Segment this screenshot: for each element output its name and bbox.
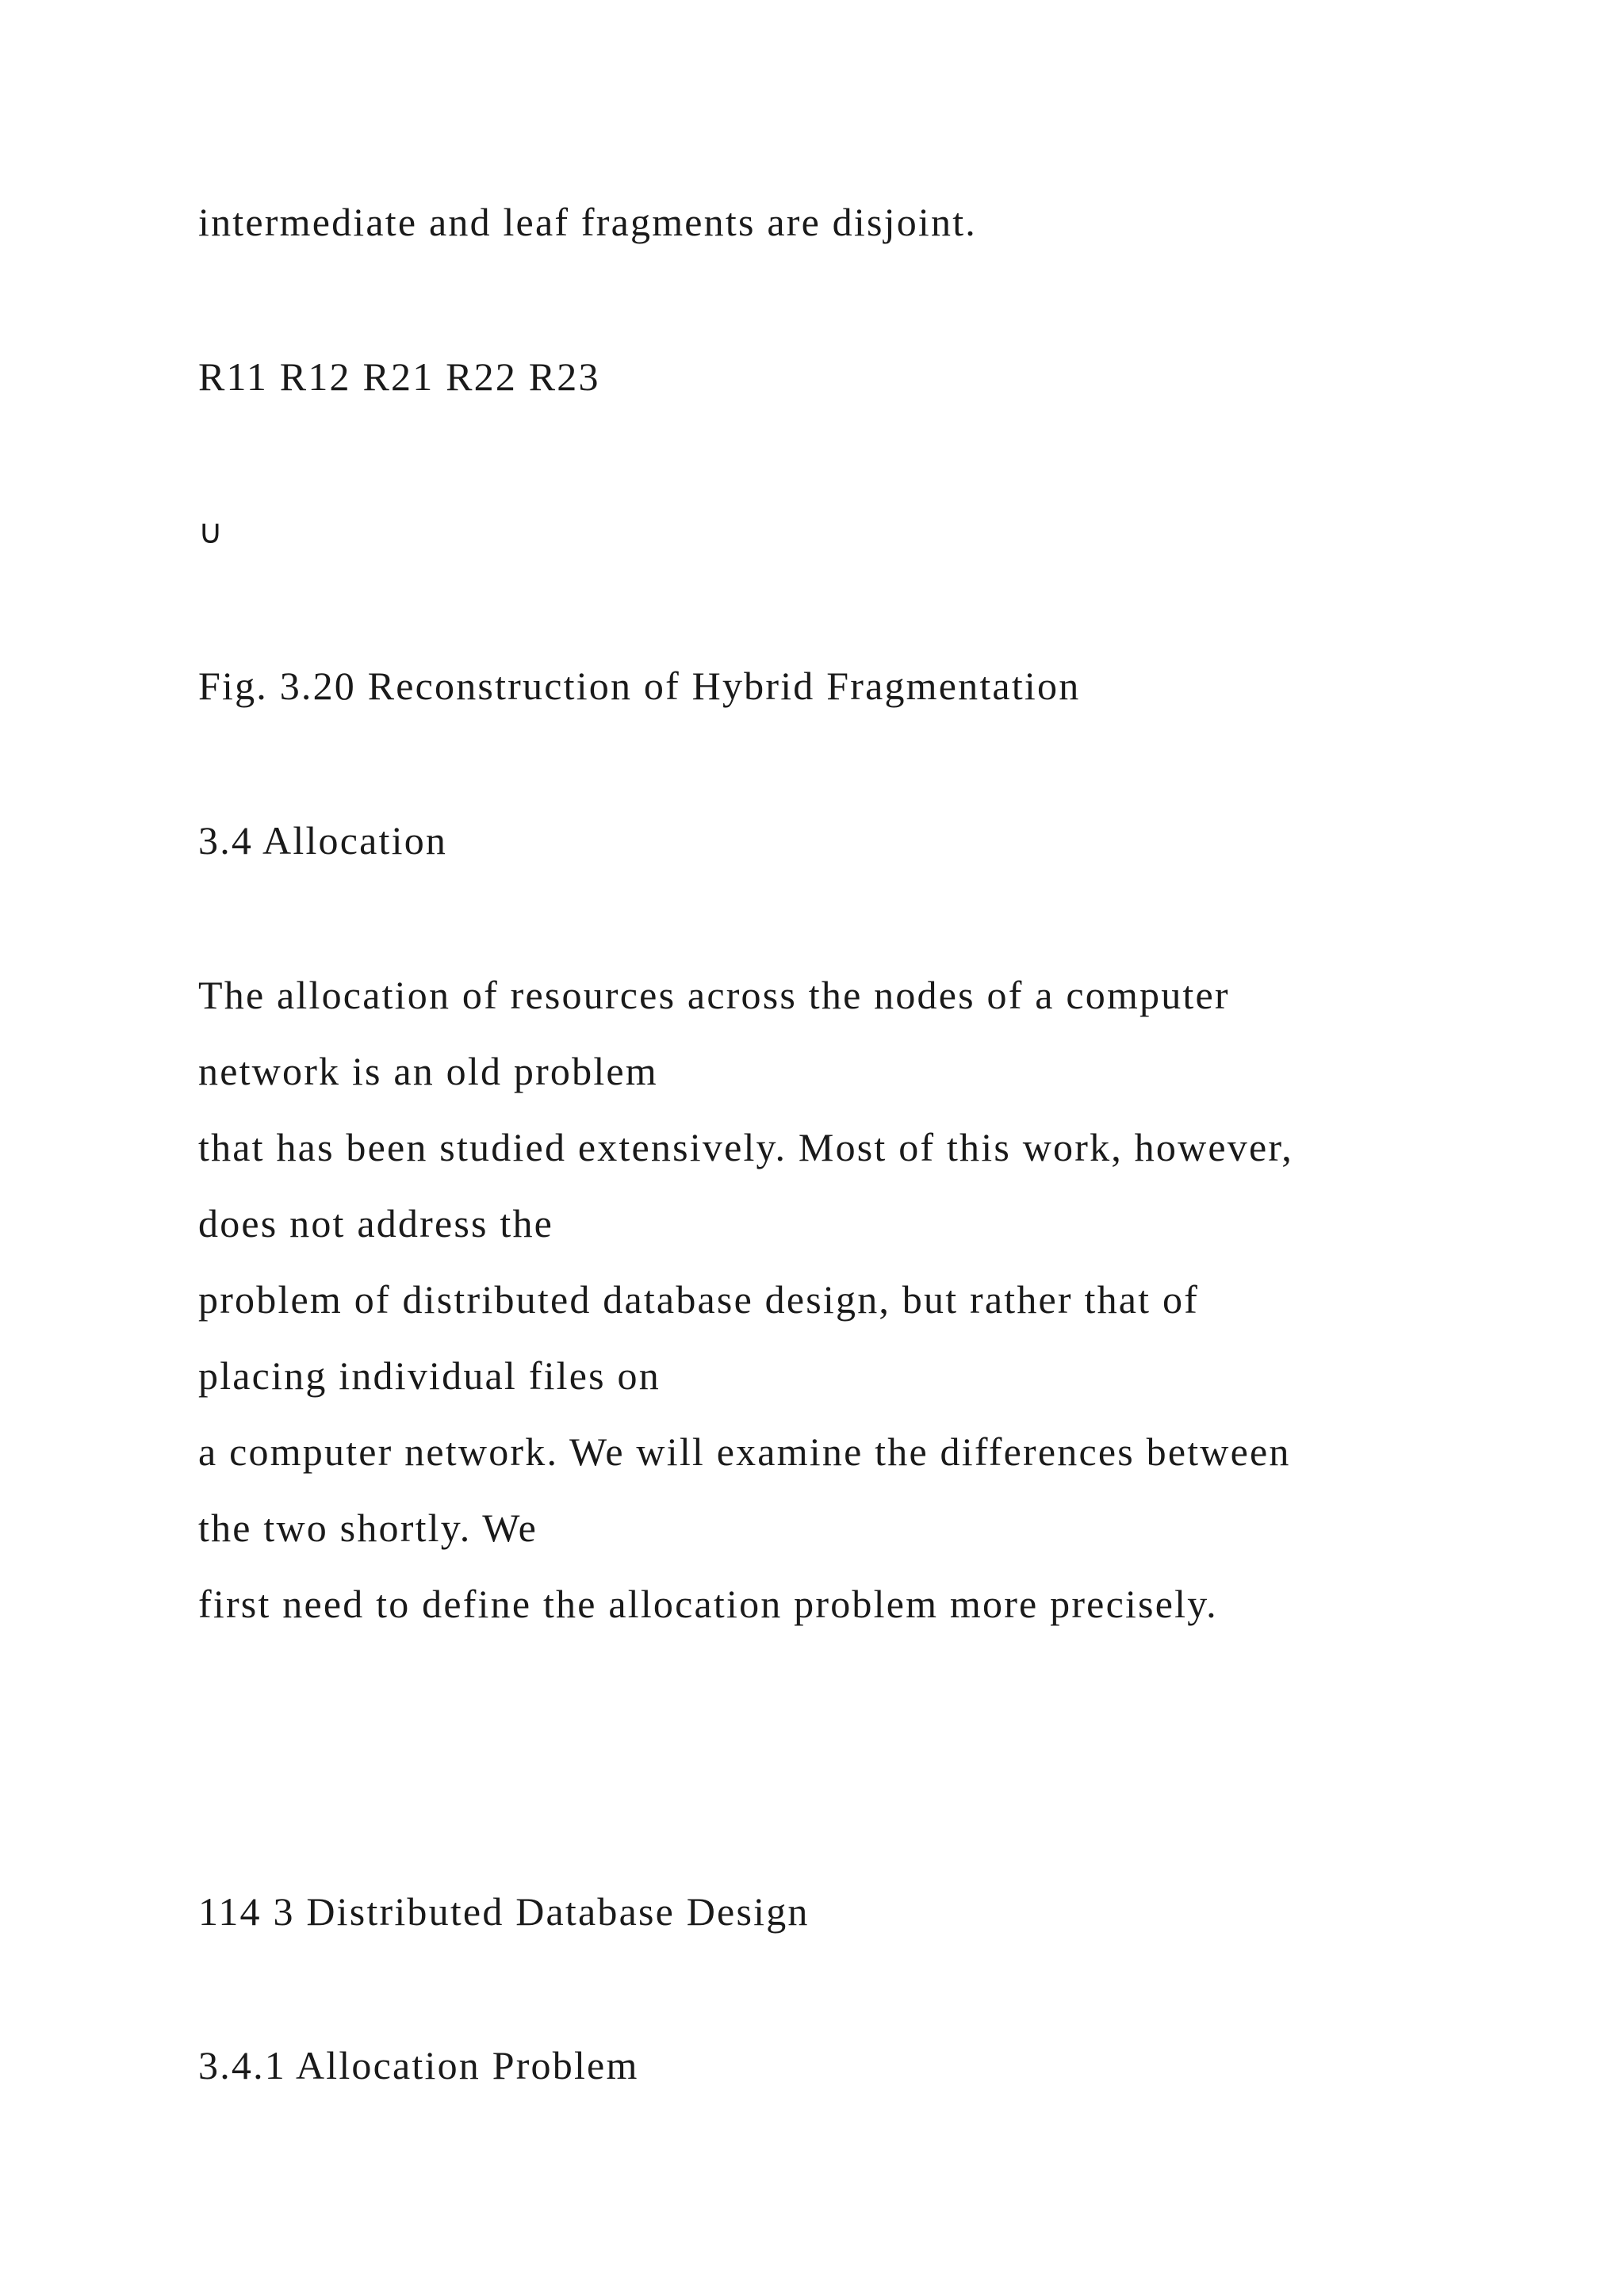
figure-fragment-labels: R11 R12 R21 R22 R23 xyxy=(198,354,600,399)
paragraph-line: The allocation of resources across the nodes of a computer xyxy=(198,973,1230,1017)
figure-caption: Fig. 3.20 Reconstruction of Hybrid Fragmentation xyxy=(198,664,1081,708)
union-symbol: ∪ xyxy=(198,512,223,551)
section-heading: 3.4 Allocation xyxy=(198,818,448,863)
running-header: 114 3 Distributed Database Design xyxy=(198,1889,810,1934)
paragraph-line: a computer network. We will examine the differences between xyxy=(198,1429,1291,1474)
subsection-heading: 3.4.1 Allocation Problem xyxy=(198,2043,639,2087)
paragraph-line: network is an old problem xyxy=(198,1049,658,1093)
paragraph-line: placing individual files on xyxy=(198,1353,661,1398)
paragraph-line: that has been studied extensively. Most of this work, however, xyxy=(198,1125,1293,1169)
carryover-text-line: intermediate and leaf fragments are disjoint. xyxy=(198,200,977,244)
paragraph-line: problem of distributed database design, but rather that of xyxy=(198,1277,1199,1322)
paragraph-line: the two shortly. We xyxy=(198,1506,538,1550)
paragraph-line: first need to define the allocation problem more precisely. xyxy=(198,1582,1218,1626)
paragraph-line: does not address the xyxy=(198,1201,554,1246)
